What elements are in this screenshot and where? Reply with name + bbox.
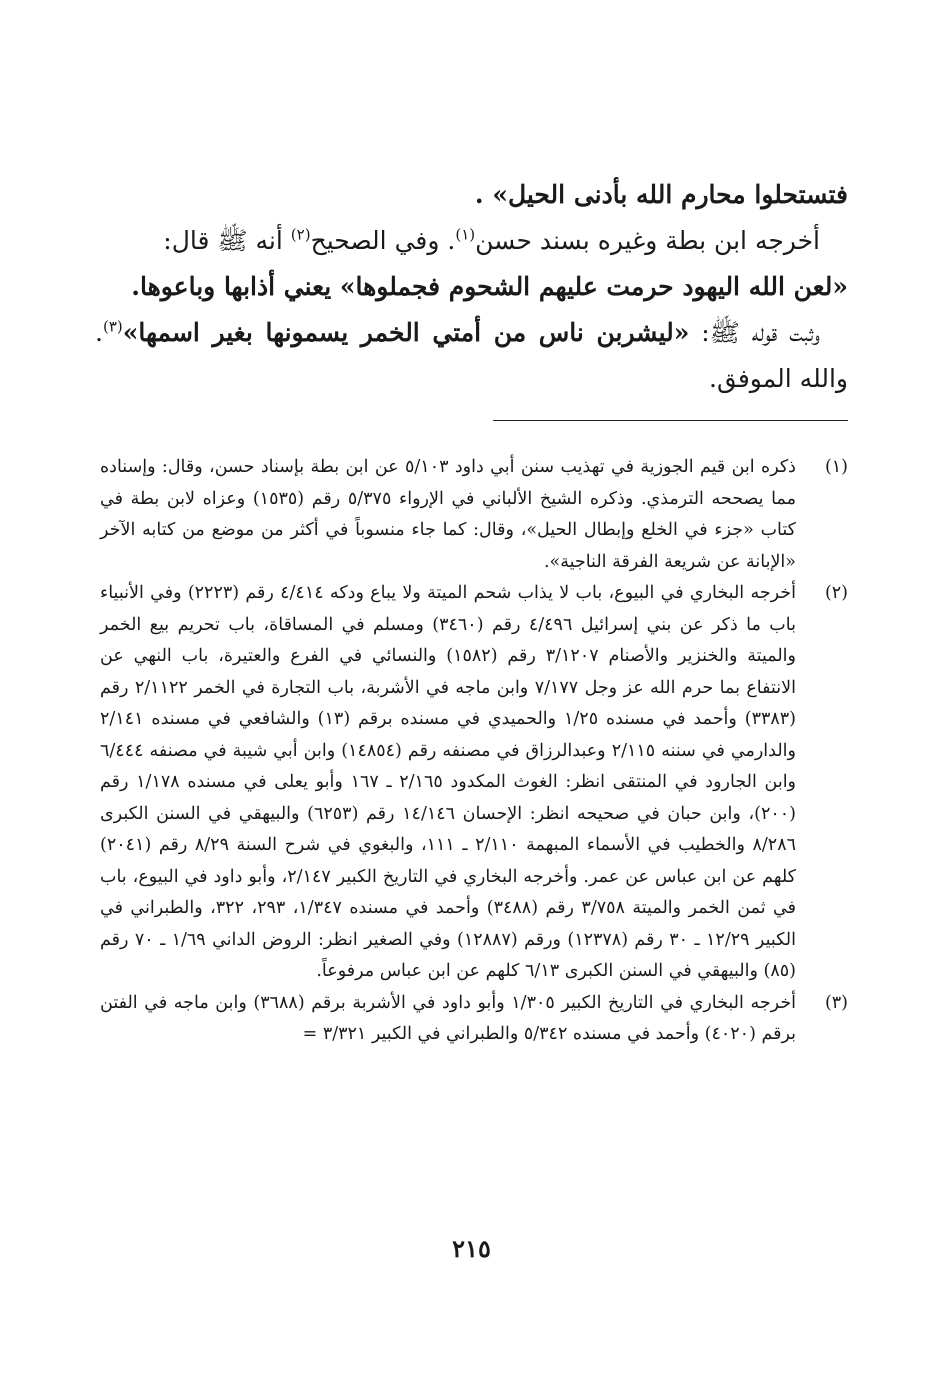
main-text: [95, 172, 848, 402]
main-paragraph-3-text-a: وثبت قوله ﷺ:: [689, 318, 820, 347]
main-paragraph-2-text-c: أنه ﷺ قال:: [163, 226, 291, 255]
footnote-text: أخرجه البخاري في التاريخ الكبير ١/٣٠٥ وأبو داود في الأشربة برقم (٣٦٨٨) وابن ماجه في الفتن برقم (٤٠٢٠) وأحمد في مسنده ٥/٣٤٢ والطبراني في الكبير ٣/٣٢١ =: [100, 992, 797, 1044]
footnote-3: [100, 988, 848, 1051]
hadith-quote-1: «لعن الله اليهود حرمت عليهم الشحوم فجملوها» يعني أذابها وباعوها.: [131, 272, 848, 301]
footnote-number: (١): [824, 457, 848, 477]
main-paragraph-3-text-b: . والله الموفق.: [95, 318, 848, 393]
hadith-quote-2: «ليشربن ناس من أمتي الخمر يسمونها بغير اسمها»: [122, 318, 690, 347]
footnote-number: (٢): [824, 583, 848, 603]
main-line-1: فتستحلوا محارم الله بأدنى الحيل» .: [474, 180, 848, 209]
footnote-separator: [493, 420, 848, 421]
footnotes: [100, 452, 848, 1051]
main-paragraph-2-text-a: أخرجه ابن بطة وغيره بسند حسن: [475, 226, 820, 255]
footnote-ref-2: (٢): [290, 225, 311, 244]
main-paragraph-3: [95, 310, 848, 402]
footnote-number: (٣): [824, 992, 848, 1013]
main-paragraph-2: [95, 218, 848, 264]
footnote-ref-3: (٣): [102, 317, 123, 336]
footnote-text: ذكره ابن قيم الجوزية في تهذيب سنن أبي داود ٥/١٠٣ عن ابن بطة بإسناد حسن، وقال: وإسناده مما يصححه الترمذي. وذكره الشيخ الألباني في الإرواء ٥/٣٧٥ رقم (١٥٣٥) وعزاه لابن بطة في كتاب «جزء في الخلع وإبطال الحيل»، وقال: كما جاء منسوباً في أكثر من موضع من كتابه الآخر «الإبانة عن شريعة الفرقة الناجية».: [100, 457, 796, 572]
page-number: ٢١٥: [452, 1234, 491, 1263]
footnote-ref-1: (١): [455, 225, 476, 244]
footnote-1: [100, 452, 848, 578]
footnote-2: [100, 578, 848, 988]
main-paragraph-2-text-b: . وفي الصحيح: [310, 226, 456, 255]
footnote-text: أخرجه البخاري في البيوع، باب لا يذاب شحم الميتة ولا يباع ودكه ٤/٤١٤ رقم (٢٢٢٣) وفي الأنبياء باب ما ذكر عن بني إسرائيل ٤/٤٩٦ رقم (٣٤٦٠) ومسلم في المساقاة، باب تحريم بيع الخمر والميتة والخنزير والأصنام ٣/١٢٠٧ رقم (١٥٨٢) والنسائي في الفرع والعتيرة، باب النهي عن الانتفاع بما حرم الله عز وجل ٧/١٧٧ وابن ماجه في الأشربة، باب التجارة في الخمر ٢/١١٢٢ رقم (٣٣٨٣) وأحمد في مسنده ١/٢٥ والحميدي في مسنده برقم (١٣) والشافعي في مسنده ٢/١٤١ والدارمي في سننه ٢/١١٥ وعبدالرزاق في مصنفه رقم (١٤٨٥٤) وابن أبي شيبة في مصنفه ٦/٤٤٤ وابن الجارود في المنتقى انظر: الغوث المكدود ٢/١٦٥ ـ ١٦٧ وأبو يعلى في مسنده ١/١٧٨ رقم (٢٠٠)، وابن حبان في صحيحه انظر: الإحسان ١٤/١٤٦ رقم (٦٢٥٣) والبيهقي في السنن الكبرى ٨/٢٨٦ والخطيب في الأسماء المبهمة ٢/١١٠ ـ ١١١، والبغوي في شرح السنة ٨/٢٩ رقم (٢٠٤١) كلهم عن ابن عباس عن عمر. وأخرجه البخاري في التاريخ الكبير ٢/١٤٧، وأبو داود في البيوع، باب في ثمن الخمر والميتة ٣/٧٥٨ رقم (٣٤٨٨) وأحمد في مسنده ١/٣٤٧، ٢٩٣، ٣٢٢، والطبراني في الكبير ١٢/٢٩ ـ ٣٠ رقم (١٢٣٧٨) ورقم (١٢٨٨٧) وفي الصغير انظر: الروض الداني ١/٦٩ ـ ٧٠ رقم (٨٥) والبيهقي في السنن الكبرى ٦/١٣ كلهم عن ابن عباس مرفوعاً.: [100, 583, 797, 981]
